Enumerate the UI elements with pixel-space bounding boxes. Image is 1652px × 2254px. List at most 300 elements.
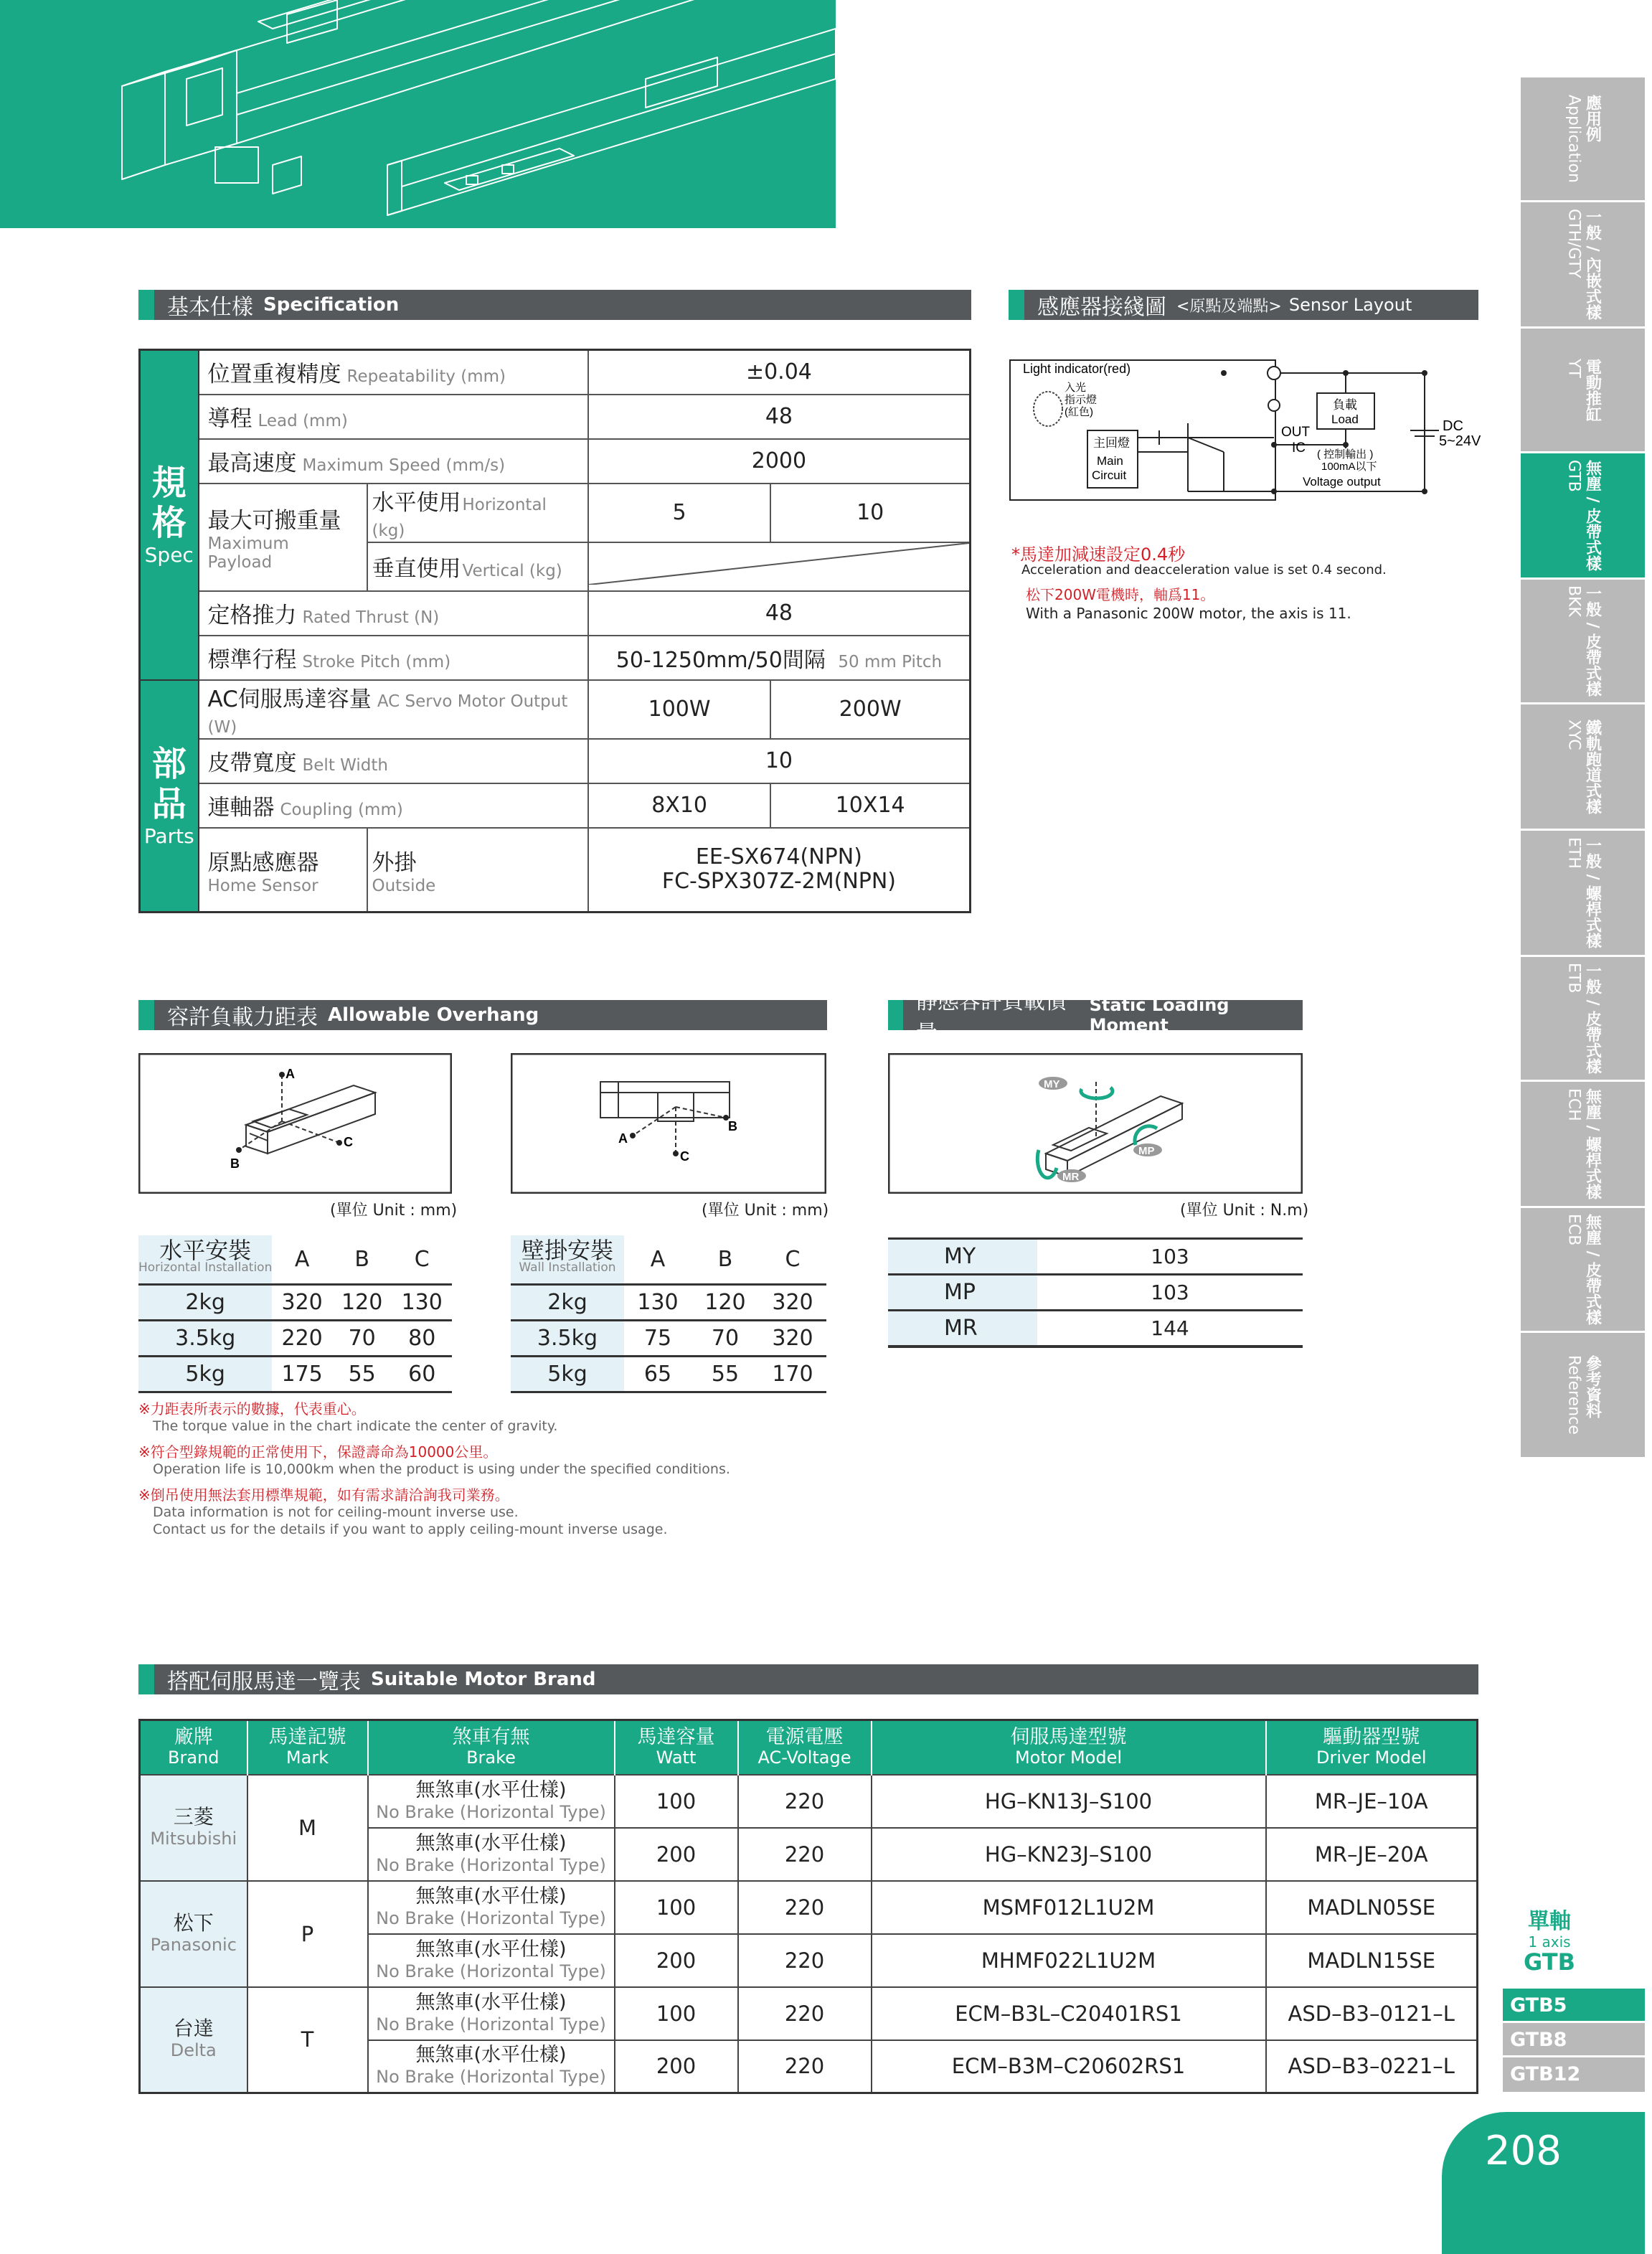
load-en: Load bbox=[1331, 412, 1359, 426]
spec-side-label bbox=[140, 350, 199, 680]
brand-zh: 台達 bbox=[173, 2017, 214, 2041]
driver-model-cell: ASD–B3–0221–L bbox=[1266, 2040, 1478, 2093]
lead-value: 48 bbox=[588, 395, 971, 439]
motor-table-header bbox=[140, 1720, 1478, 1775]
horiz-label bbox=[367, 484, 588, 542]
tab-zh: 電動推缸 bbox=[1583, 358, 1602, 422]
servo-zh: AC伺服馬達容量 bbox=[207, 686, 372, 712]
horizontal-overhang-diagram bbox=[138, 1053, 452, 1194]
brake-cell bbox=[368, 2040, 615, 2093]
light-zh-2: 指示燈 bbox=[1065, 394, 1098, 406]
table-row bbox=[138, 1320, 452, 1356]
motor-model-cell: ECM–B3M–C20602RS1 bbox=[872, 2040, 1266, 2093]
horiz-value-1: 5 bbox=[588, 484, 771, 542]
tab-en: ETH bbox=[1564, 836, 1583, 869]
moment-title-en: Static Loading Moment bbox=[1089, 995, 1229, 1035]
sensor-notes bbox=[1011, 545, 1478, 623]
voltage-cell: 220 bbox=[738, 1775, 872, 1828]
header-voltage bbox=[738, 1720, 872, 1775]
horiz-zh: 水平安裝 bbox=[159, 1237, 252, 1265]
brake-en: No Brake (Horizontal Type) bbox=[376, 2067, 606, 2088]
ic-label: IC bbox=[1292, 440, 1306, 456]
stroke-val-en: 50 mm Pitch bbox=[838, 652, 943, 671]
table-row bbox=[140, 1775, 1478, 1828]
motor-model-cell: ECM–B3L–C20401RS1 bbox=[872, 1987, 1266, 2040]
h-en: Driver Model bbox=[1316, 1747, 1427, 1768]
tab-zh: 鐵軌跑道式樣 bbox=[1583, 719, 1602, 814]
stroke-en: Stroke Pitch (mm) bbox=[302, 653, 451, 671]
section-accent bbox=[138, 1000, 154, 1030]
brand-en: Mitsubishi bbox=[150, 1828, 237, 1849]
moment-title-zh: 靜態容許負載慣量 bbox=[915, 989, 1067, 1046]
table-row bbox=[138, 1284, 452, 1320]
brand-en: Panasonic bbox=[150, 1934, 237, 1955]
coupling-en: Coupling (mm) bbox=[280, 801, 403, 819]
repeat-value: ±0.04 bbox=[588, 350, 971, 395]
lead-en: Lead (mm) bbox=[258, 412, 348, 430]
light-zh-3: (紅色) bbox=[1065, 406, 1093, 418]
tab-eth[interactable] bbox=[1521, 831, 1645, 957]
h-zh: 馬達容量 bbox=[637, 1725, 715, 1748]
spec-title-en: Specification bbox=[263, 294, 400, 316]
brake-cell bbox=[368, 1934, 615, 1987]
brake-cell bbox=[368, 1987, 615, 2040]
h-zh: 煞車有無 bbox=[452, 1725, 530, 1748]
repeat-label bbox=[199, 350, 588, 395]
servo-en: AC Servo Motor Output (W) bbox=[207, 692, 568, 737]
speed-zh: 最高速度 bbox=[207, 451, 297, 476]
payload-zh: 最大可搬重量 bbox=[207, 508, 341, 534]
cell: 130 bbox=[392, 1284, 452, 1320]
brake-en: No Brake (Horizontal Type) bbox=[376, 1961, 606, 1981]
mark-cell: P bbox=[247, 1881, 368, 1987]
thrust-en: Rated Thrust (N) bbox=[302, 608, 440, 627]
side-parts-zh: 部品 bbox=[151, 743, 187, 824]
brand-zh: 三菱 bbox=[173, 1804, 214, 1829]
model-tab-gtb12[interactable]: GTB12 bbox=[1503, 2057, 1645, 2092]
stroke-zh: 標準行程 bbox=[207, 647, 297, 673]
brand-cell bbox=[140, 1775, 247, 1881]
table-row bbox=[888, 1275, 1303, 1311]
tab-ech[interactable] bbox=[1521, 1082, 1645, 1208]
coupling-zh: 連軸器 bbox=[207, 795, 275, 821]
moment-label-mr: MR bbox=[1062, 1171, 1080, 1183]
servo-label bbox=[199, 680, 588, 739]
sensor-title-en: Sensor Layout bbox=[1288, 295, 1412, 315]
watt-cell: 200 bbox=[615, 1828, 738, 1881]
motor-section-bar bbox=[138, 1664, 1478, 1694]
cell: 75 bbox=[624, 1320, 692, 1356]
brake-en: No Brake (Horizontal Type) bbox=[376, 2014, 606, 2034]
wall-overhang-diagram bbox=[511, 1053, 826, 1194]
overhang-section-bar bbox=[138, 1000, 827, 1030]
moment-value: 103 bbox=[1037, 1239, 1303, 1275]
cell: 175 bbox=[272, 1356, 332, 1392]
mark-cell: T bbox=[247, 1987, 368, 2093]
diag-label-c: C bbox=[344, 1135, 353, 1149]
lead-label bbox=[199, 395, 588, 439]
h-zh: 電源電壓 bbox=[765, 1725, 844, 1748]
motor-title-zh: 搭配伺服馬達一覽表 bbox=[167, 1669, 361, 1694]
cell: 320 bbox=[759, 1284, 826, 1320]
payload-label bbox=[199, 484, 367, 591]
wall-col-a: A bbox=[624, 1235, 692, 1284]
side-spec-zh: 規格 bbox=[151, 463, 187, 544]
actuator-illustration bbox=[0, 0, 836, 228]
diag-label-b: B bbox=[230, 1156, 240, 1171]
tab-zh: 無塵 / 皮帶式樣 bbox=[1583, 459, 1602, 572]
moment-value: 103 bbox=[1037, 1275, 1303, 1311]
outside-zh: 外掛 bbox=[372, 849, 417, 876]
dc-label: DC bbox=[1443, 418, 1463, 434]
axis-label bbox=[1506, 1909, 1592, 1976]
table-row bbox=[511, 1356, 826, 1392]
sensor-outline bbox=[1010, 360, 1275, 500]
moment-label-mp: MP bbox=[1138, 1145, 1155, 1157]
note-1-zh: ※力距表所表示的數據，代表重心。 bbox=[138, 1400, 366, 1418]
cell: 70 bbox=[332, 1320, 392, 1356]
cell: 120 bbox=[692, 1284, 759, 1320]
voltage-output-label: Voltage output bbox=[1303, 475, 1381, 489]
tab-en: Reference bbox=[1564, 1355, 1583, 1435]
belt-en: Belt Width bbox=[302, 756, 388, 775]
motor-model-cell: HG–KN23J–S100 bbox=[872, 1828, 1266, 1881]
watt-cell: 100 bbox=[615, 1987, 738, 2040]
servo-value-1: 100W bbox=[588, 680, 771, 739]
cell: 220 bbox=[272, 1320, 332, 1356]
tab-zh: 無塵 / 皮帶式樣 bbox=[1583, 1213, 1602, 1326]
thrust-value: 48 bbox=[588, 591, 971, 636]
diagonal-slash bbox=[589, 543, 969, 585]
tab-reference[interactable] bbox=[1521, 1333, 1645, 1459]
sensor-title-zh: 感應器接綫圖 bbox=[1037, 295, 1166, 320]
home-sensor-v1: EE-SX674(NPN) bbox=[695, 844, 862, 870]
main-circuit-en-2: Circuit bbox=[1092, 468, 1127, 482]
brake-zh: 無煞車(水平仕樣) bbox=[415, 1885, 567, 1908]
tab-etb[interactable] bbox=[1521, 957, 1645, 1082]
sensor-title-sub: <原點及端點> bbox=[1176, 297, 1282, 316]
watt-cell: 200 bbox=[615, 2040, 738, 2093]
tab-application[interactable] bbox=[1521, 77, 1645, 202]
table-row bbox=[511, 1284, 826, 1320]
note1-en: Acceleration and deacceleration value is set 0.4 second. bbox=[1021, 562, 1387, 577]
horiz-col-b: B bbox=[332, 1235, 392, 1284]
spec-table bbox=[138, 349, 971, 913]
moment-table bbox=[888, 1237, 1303, 1348]
stroke-label bbox=[199, 636, 588, 680]
brake-zh: 無煞車(水平仕樣) bbox=[415, 1778, 567, 1801]
cell: 60 bbox=[392, 1356, 452, 1392]
cell: 320 bbox=[759, 1320, 826, 1356]
driver-model-cell: MR–JE–10A bbox=[1266, 1775, 1478, 1828]
cell: 80 bbox=[392, 1320, 452, 1356]
h-en: Mark bbox=[285, 1747, 329, 1768]
coupling-value-2: 10X14 bbox=[770, 783, 970, 828]
home-sensor-value bbox=[588, 828, 971, 913]
wall-en: Wall Installation bbox=[519, 1260, 616, 1275]
tab-zh: 一般 / 皮帶式樣 bbox=[1583, 962, 1602, 1075]
motor-table bbox=[138, 1719, 1478, 2094]
main-circuit-en-1: Main bbox=[1097, 454, 1123, 468]
stroke-value bbox=[588, 636, 971, 680]
axis-model: GTB bbox=[1524, 1948, 1575, 1976]
diag-label-a: A bbox=[285, 1067, 295, 1081]
tab-bkk[interactable] bbox=[1521, 580, 1645, 704]
motor-model-cell: HG–KN13J–S100 bbox=[872, 1775, 1266, 1828]
voltage-cell: 220 bbox=[738, 1934, 872, 1987]
h-zh: 驅動器型號 bbox=[1323, 1725, 1420, 1748]
cell: 320 bbox=[272, 1284, 332, 1320]
parts-side-label bbox=[140, 680, 199, 913]
note-3-zh: ※倒吊使用無法套用標準規範，如有需求請洽詢我司業務。 bbox=[138, 1486, 509, 1504]
tab-en: ECH bbox=[1564, 1088, 1583, 1121]
brand-zh: 松下 bbox=[173, 1910, 214, 1935]
row-load: 5kg bbox=[511, 1356, 624, 1392]
axis-en: 1 axis bbox=[1528, 1933, 1571, 1951]
sensor-wiring-diagram bbox=[1009, 352, 1496, 506]
lead-zh: 導程 bbox=[207, 406, 252, 432]
h-zh: 伺服馬達型號 bbox=[1010, 1725, 1127, 1748]
voltage-cell: 220 bbox=[738, 1987, 872, 2040]
watt-cell: 200 bbox=[615, 1934, 738, 1987]
mark-cell: M bbox=[247, 1775, 368, 1881]
outside-label bbox=[367, 828, 588, 913]
voltage-cell: 220 bbox=[738, 2040, 872, 2093]
moment-diagram bbox=[888, 1053, 1303, 1194]
belt-zh: 皮帶寬度 bbox=[207, 750, 297, 776]
tab-en: ETB bbox=[1564, 962, 1583, 994]
cell: 120 bbox=[332, 1284, 392, 1320]
load-zh: 負載 bbox=[1333, 398, 1357, 412]
motor-model-cell: MSMF012L1U2M bbox=[872, 1881, 1266, 1934]
voltage-cell: 220 bbox=[738, 1828, 872, 1881]
tab-en: BKK bbox=[1564, 585, 1583, 617]
tab-zh: 一般 / 內嵌式樣 bbox=[1583, 208, 1602, 321]
spec-title-zh: 基本仕樣 bbox=[167, 295, 253, 320]
brake-cell bbox=[368, 1828, 615, 1881]
tab-ecb[interactable] bbox=[1521, 1208, 1645, 1333]
tab-en: Application bbox=[1564, 95, 1583, 183]
brake-zh: 無煞車(水平仕樣) bbox=[415, 1938, 567, 1961]
thrust-label bbox=[199, 591, 588, 636]
horiz-col-c: C bbox=[392, 1235, 452, 1284]
dc-voltage-label: 5~24V bbox=[1439, 433, 1481, 449]
tab-gth-gty[interactable] bbox=[1521, 202, 1645, 329]
home-sensor-label bbox=[199, 828, 367, 913]
wall-table-header bbox=[511, 1235, 624, 1284]
h-zh: 廠牌 bbox=[174, 1725, 213, 1748]
brake-cell bbox=[368, 1775, 615, 1828]
speed-label bbox=[199, 439, 588, 484]
outside-en: Outside bbox=[372, 876, 436, 895]
side-parts-en: Parts bbox=[143, 824, 194, 848]
header-mark bbox=[247, 1720, 368, 1775]
section-accent bbox=[1009, 290, 1024, 320]
driver-model-cell: MR–JE–20A bbox=[1266, 1828, 1478, 1881]
moment-key: MY bbox=[888, 1239, 1037, 1275]
tab-zh: 一般 / 皮帶式樣 bbox=[1583, 585, 1602, 697]
moment-section-bar bbox=[888, 989, 1303, 1046]
servo-value-2: 200W bbox=[770, 680, 970, 739]
table-row bbox=[140, 1881, 1478, 1934]
moment-label-my: MY bbox=[1044, 1078, 1060, 1090]
coupling-label bbox=[199, 783, 588, 828]
tab-en: XYC bbox=[1564, 719, 1583, 750]
home-en: Home Sensor bbox=[207, 876, 318, 895]
voltage-cell: 220 bbox=[738, 1881, 872, 1934]
wall-label-c: C bbox=[680, 1149, 689, 1164]
stroke-val: 50-1250mm/50間隔 bbox=[615, 647, 826, 673]
cell: 65 bbox=[624, 1356, 692, 1392]
brand-cell bbox=[140, 1881, 247, 1987]
thrust-zh: 定格推力 bbox=[207, 603, 297, 628]
tab-zh: 應用例 bbox=[1583, 95, 1602, 143]
header-driver-model bbox=[1266, 1720, 1478, 1775]
tab-xyc[interactable] bbox=[1521, 704, 1645, 831]
table-row bbox=[138, 1356, 452, 1392]
moment-key: MP bbox=[888, 1275, 1037, 1311]
driver-model-cell: MADLN15SE bbox=[1266, 1934, 1478, 1987]
motor-model-cell: MHMF022L1U2M bbox=[872, 1934, 1266, 1987]
home-sensor-v2: FC-SPX307Z-2M(NPN) bbox=[661, 869, 897, 895]
light-indicator-label: Light indicator(red) bbox=[1023, 362, 1131, 376]
wall-overhang-table bbox=[511, 1235, 826, 1393]
table-row bbox=[140, 1987, 1478, 2040]
brand-cell bbox=[140, 1987, 247, 2093]
vert-value-empty bbox=[588, 542, 971, 591]
brake-en: No Brake (Horizontal Type) bbox=[376, 1801, 606, 1822]
watt-cell: 100 bbox=[615, 1775, 738, 1828]
header-motor-model bbox=[872, 1720, 1266, 1775]
horiz-en: Horizontal Installation bbox=[138, 1260, 273, 1275]
header-watt bbox=[615, 1720, 738, 1775]
brake-zh: 無煞車(水平仕樣) bbox=[415, 1991, 567, 2014]
watt-cell: 100 bbox=[615, 1881, 738, 1934]
repeat-en: Repeatability (mm) bbox=[346, 367, 506, 387]
speed-value: 2000 bbox=[588, 439, 971, 484]
tab-gtb[interactable] bbox=[1521, 453, 1645, 580]
header-brand bbox=[140, 1720, 247, 1775]
horiz-unit: (單位 Unit : mm) bbox=[330, 1202, 458, 1220]
header-brake bbox=[368, 1720, 615, 1775]
light-zh-1: 入光 bbox=[1065, 382, 1087, 394]
model-tab-gtb5[interactable]: GTB5 bbox=[1503, 1989, 1645, 2023]
horiz-value-2: 10 bbox=[770, 484, 970, 542]
brake-en: No Brake (Horizontal Type) bbox=[376, 1908, 606, 1928]
horiz-zh: 水平使用 bbox=[372, 489, 461, 516]
tab-en: GTB bbox=[1564, 459, 1583, 492]
table-row bbox=[888, 1239, 1303, 1275]
vert-zh: 垂直使用 bbox=[372, 556, 461, 582]
section-accent bbox=[138, 290, 154, 320]
ctrl-output-zh: ( 控制輸出 ) bbox=[1317, 448, 1374, 461]
hero-banner bbox=[0, 0, 836, 228]
main-circuit-zh: 主回燈 bbox=[1093, 436, 1130, 450]
cell: 170 bbox=[759, 1356, 826, 1392]
overhang-notes bbox=[138, 1400, 827, 1538]
note-2-zh: ※符合型錄規範的正常使用下，保證壽命為10000公里。 bbox=[138, 1443, 498, 1461]
moment-value: 144 bbox=[1037, 1311, 1303, 1347]
table-row bbox=[511, 1320, 826, 1356]
cell: 55 bbox=[332, 1356, 392, 1392]
model-tab-gtb8[interactable]: GTB8 bbox=[1503, 2023, 1645, 2057]
tab-en: YT bbox=[1564, 358, 1583, 378]
belt-label bbox=[199, 739, 588, 783]
tab-en: ECB bbox=[1564, 1213, 1583, 1246]
horiz-table-header bbox=[138, 1235, 272, 1284]
h-en: Brake bbox=[466, 1747, 516, 1768]
wall-zh: 壁掛安裝 bbox=[521, 1237, 613, 1265]
cell: 70 bbox=[692, 1320, 759, 1356]
vert-en: Vertical (kg) bbox=[462, 562, 562, 580]
h-en: AC-Voltage bbox=[757, 1747, 851, 1768]
repeat-zh: 位置重複精度 bbox=[207, 362, 341, 388]
row-load: 2kg bbox=[138, 1284, 272, 1320]
home-zh: 原點感應器 bbox=[207, 849, 319, 876]
out-label: OUT bbox=[1281, 425, 1311, 440]
tab-zh: 無塵 / 螺桿式樣 bbox=[1583, 1088, 1602, 1200]
note2-zh: 松下200W電機時，軸爲11。 bbox=[1026, 586, 1215, 603]
horiz-col-a: A bbox=[272, 1235, 332, 1284]
wall-unit: (單位 Unit : mm) bbox=[702, 1202, 829, 1220]
wall-col-b: B bbox=[692, 1235, 759, 1284]
tab-yt[interactable] bbox=[1521, 329, 1645, 453]
note1-zh: *馬達加減速設定0.4秒 bbox=[1011, 544, 1186, 565]
row-load: 5kg bbox=[138, 1356, 272, 1392]
brand-en: Delta bbox=[170, 2040, 217, 2061]
horizontal-overhang-table bbox=[138, 1235, 452, 1393]
h-en: Watt bbox=[656, 1747, 697, 1768]
side-spec-en: Spec bbox=[144, 543, 194, 567]
brake-zh: 無煞車(水平仕樣) bbox=[415, 1831, 567, 1854]
wall-col-c: C bbox=[759, 1235, 826, 1284]
overhang-title-en: Allowable Overhang bbox=[328, 1004, 539, 1026]
cell: 130 bbox=[624, 1284, 692, 1320]
axis-zh: 單軸 bbox=[1528, 1909, 1571, 1934]
row-load: 3.5kg bbox=[138, 1320, 272, 1356]
table-row bbox=[888, 1311, 1303, 1347]
tab-en: GTH/GTY bbox=[1564, 208, 1583, 278]
section-accent bbox=[138, 1664, 154, 1694]
payload-en: Maximum Payload bbox=[207, 534, 289, 572]
wall-label-b: B bbox=[728, 1119, 737, 1133]
wall-label-a: A bbox=[618, 1131, 628, 1146]
brake-cell bbox=[368, 1881, 615, 1934]
cell: 55 bbox=[692, 1356, 759, 1392]
page-number: 208 bbox=[1442, 2112, 1645, 2254]
brake-zh: 無煞車(水平仕樣) bbox=[415, 2044, 567, 2067]
note2-en: With a Panasonic 200W motor, the axis is 11. bbox=[1026, 605, 1351, 622]
brake-en: No Brake (Horizontal Type) bbox=[376, 1854, 606, 1875]
note-3-en: Data information is not for ceiling-mount inverse use. bbox=[153, 1504, 519, 1520]
speed-en: Maximum Speed (mm/s) bbox=[302, 456, 506, 475]
spec-section-bar bbox=[138, 290, 971, 320]
coupling-value-1: 8X10 bbox=[588, 783, 771, 828]
belt-value: 10 bbox=[588, 739, 971, 783]
overhang-title-zh: 容許負載力距表 bbox=[167, 1005, 318, 1030]
section-accent bbox=[888, 1000, 903, 1030]
tab-zh: 一般 / 螺桿式樣 bbox=[1583, 836, 1602, 949]
horiz-en: Horizontal (kg) bbox=[372, 495, 547, 540]
ctrl-output-ma: 100mA以下 bbox=[1321, 461, 1377, 473]
note-2-en: Operation life is 10,000km when the product is using under the specified conditions. bbox=[153, 1461, 730, 1477]
h-zh: 馬達記號 bbox=[268, 1725, 346, 1748]
note-1-en: The torque value in the chart indicate the center of gravity. bbox=[153, 1418, 558, 1434]
tab-zh: 參考資料 bbox=[1583, 1355, 1602, 1419]
row-load: 2kg bbox=[511, 1284, 624, 1320]
driver-model-cell: MADLN05SE bbox=[1266, 1881, 1478, 1934]
motor-title-en: Suitable Motor Brand bbox=[371, 1669, 596, 1690]
